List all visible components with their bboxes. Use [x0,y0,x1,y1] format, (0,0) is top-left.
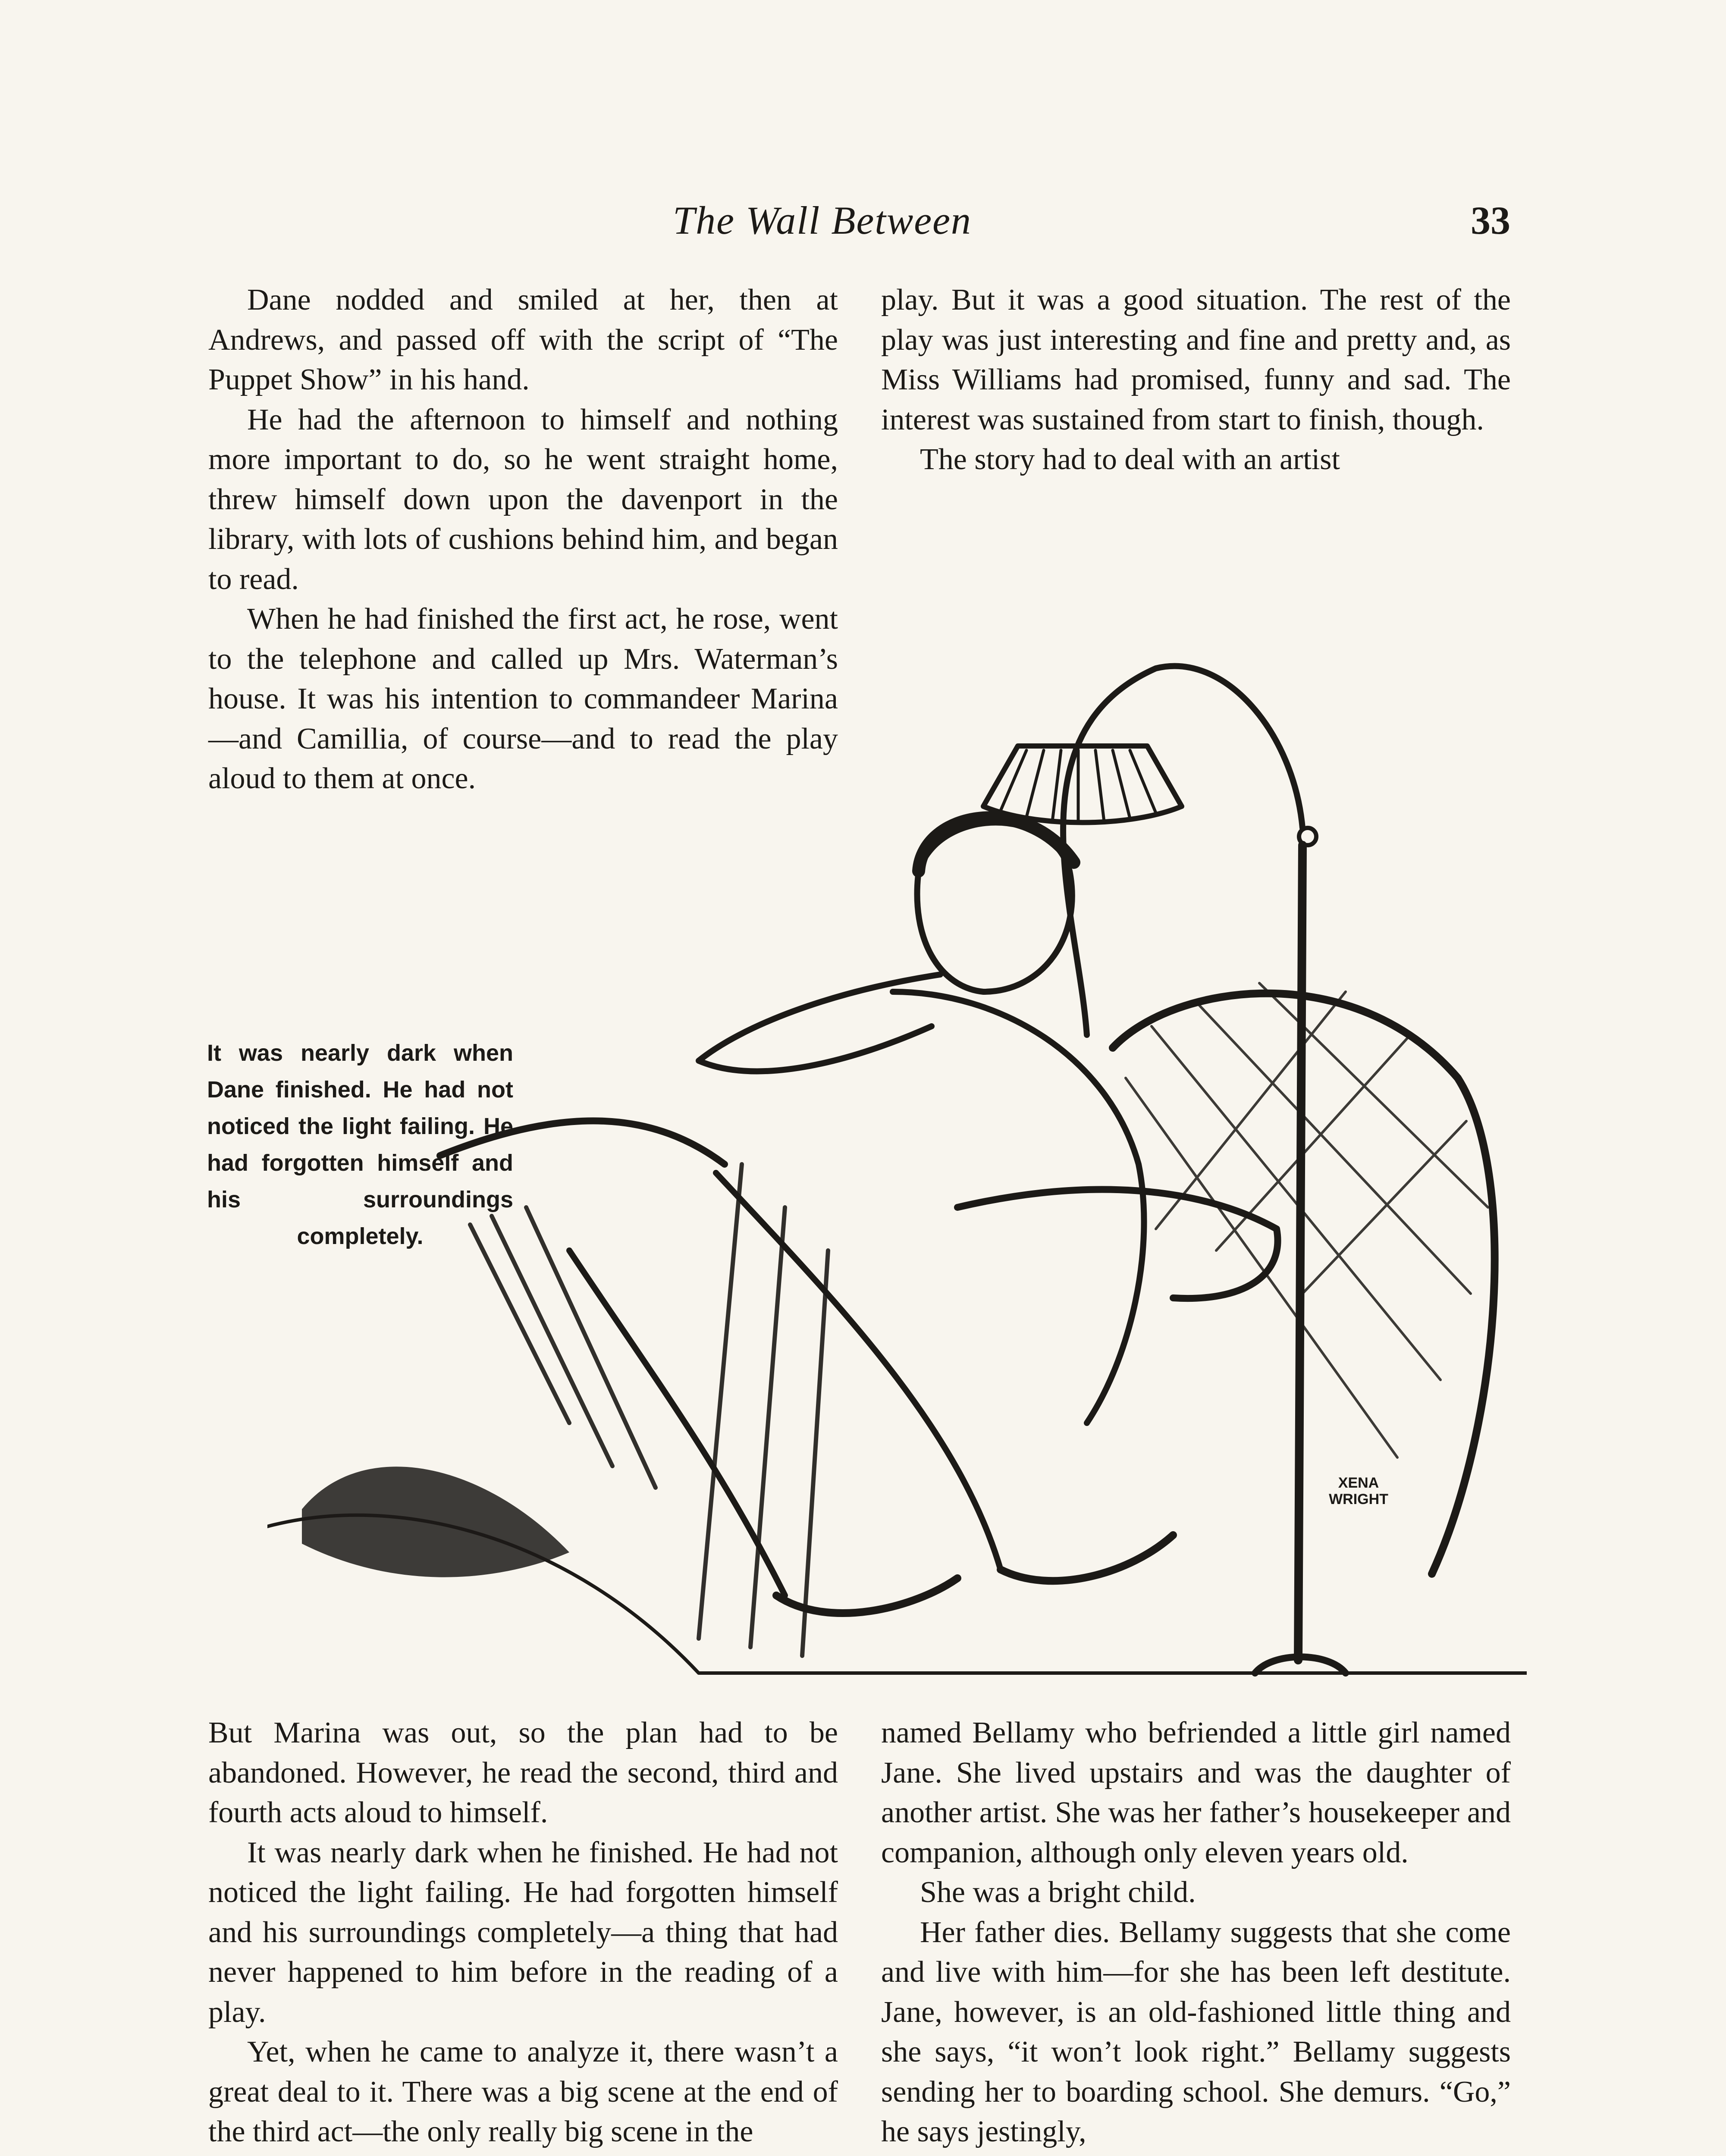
lamp-arm [1063,666,1302,1035]
man-shoes [776,1535,1173,1613]
paragraph: She was a bright child. [920,1876,1196,1909]
illustration-man-in-armchair [267,604,1527,1690]
paragraph: named Bellamy who befriended a little girl named Jane. She lived upstairs and was the daughter of another artist. She was her father’s housekeeper and companion, although only eleven years old. [881,1716,1511,1869]
paragraph: Yet, when he came to analyze it, there wasn’t a great deal to it. There was a big scene at the end of the third act—the only really big scene in the [208,2035,838,2148]
lamp-base [1255,1657,1346,1673]
paragraph: play. But it was a good situation. The rest of the play was just interesting and fine and pretty and, as Miss Williams had promised, funny and sad. The interest was sustained from start to finish, though. [881,283,1511,436]
paragraph: It was nearly dark when he finished. He had not noticed the light failing. He had forgotten himself and his surroundings completely—a thing that had never happened to him before in the reading of a play. [208,1836,838,2029]
signature-line: XENA [1338,1475,1379,1491]
man-head [917,823,1072,992]
page-number: 33 [1471,198,1510,242]
illustrator-signature [1307,1475,1410,1507]
paragraph: Her father dies. Bellamy suggests that she come and live with him—for she has been left destitute. Jane, however, is an old-fashioned little thing and she says, “it won’t look right.” Bellamy suggests sending her to boarding school. She demurs. “Go,” he says jestingly, [881,1915,1511,2148]
armchair-arm-left [440,1121,725,1164]
column-top-right [881,280,1511,480]
illustration-caption: It was nearly dark when Dane finished. He had not noticed the light failing. He had forgotten himself and his surroundings completely. [207,1040,513,1249]
paragraph: He had the afternoon to himself and nothing more important to do, so he went straight home, threw himself down upon the davenport in the library, with lots of cushions behind him, and began to read. [208,403,838,596]
running-header-title: The Wall Between [673,198,972,242]
throw-blanket [302,1467,569,1577]
lamp-pole [1298,845,1302,1660]
armchair-arm-right [957,1190,1278,1299]
paragraph: The story had to deal with an artist [920,443,1340,476]
man-body [893,992,1144,1423]
paragraph: When he had finished the first act, he rose, went to the telephone and called up Mrs. Waterman’s house. It was his intention to commandeer Marina—and Camillia, of course—and to read the play aloud to them at once. [208,602,838,795]
man-hair [919,818,1074,871]
man-legs [569,1173,1001,1595]
paragraph: But Marina was out, so the plan had to be abandoned. However, he read the second, third and fourth acts aloud to himself. [208,1716,838,1829]
column-bottom-left [208,1713,838,2152]
signature-line: WRIGHT [1329,1491,1388,1507]
column-bottom-right [881,1713,1511,2152]
paragraph: Dane nodded and smiled at her, then at Andrews, and passed off with the script of “The Puppet Show” in his hand. [208,283,838,396]
